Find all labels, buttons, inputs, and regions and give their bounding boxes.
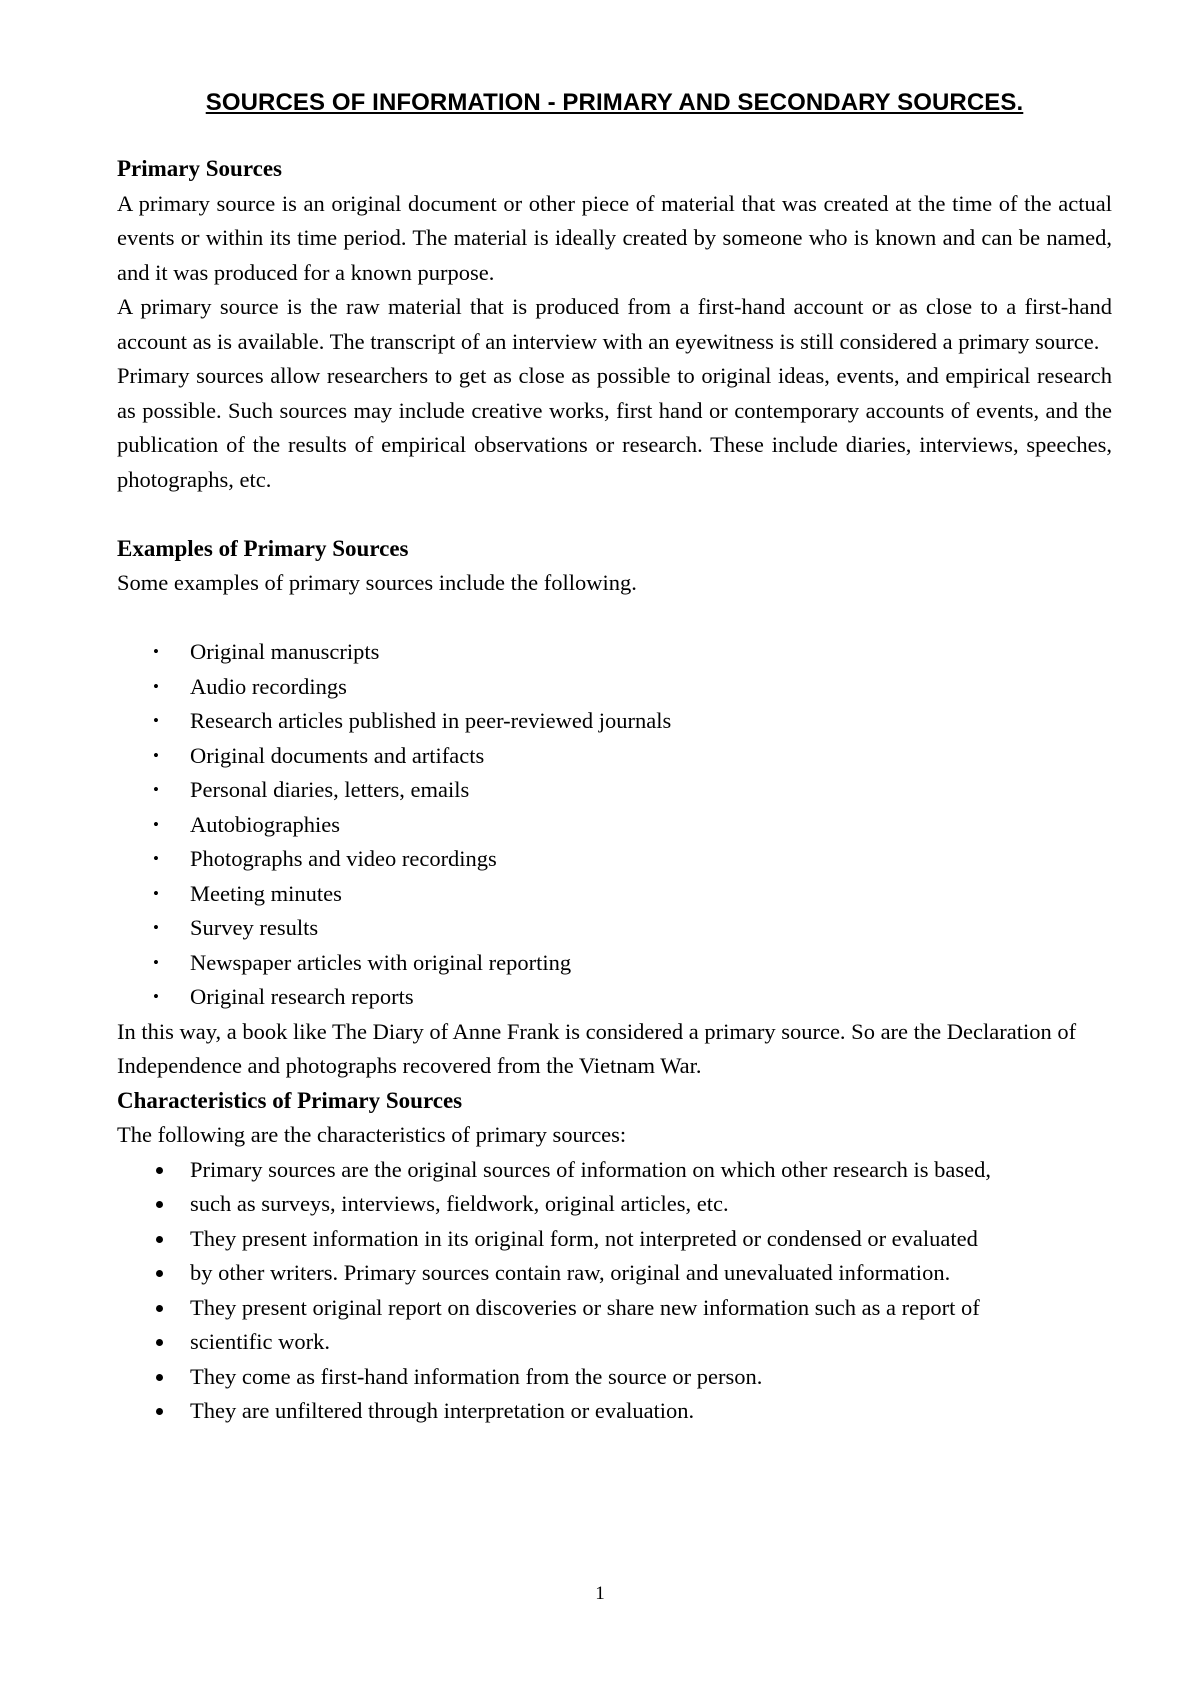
list-item: • Newspaper articles with original reporting bbox=[117, 946, 1112, 981]
page-number: 1 bbox=[595, 1583, 605, 1604]
list-item: They present information in its original form, not interpreted or condensed or evaluated bbox=[117, 1222, 1112, 1257]
list-item: • Original research reports bbox=[117, 980, 1112, 1015]
list-item: • Audio recordings bbox=[117, 670, 1112, 705]
list-item: • Photographs and video recordings bbox=[117, 842, 1112, 877]
list-item: • Meeting minutes bbox=[117, 877, 1112, 912]
list-item: • Original documents and artifacts bbox=[117, 739, 1112, 774]
list-item: • Survey results bbox=[117, 911, 1112, 946]
paragraph: Primary sources allow researchers to get as close as possible to original ideas, events, and empirical research as possible. Such sources may include creative works, first hand or contemporary accounts of events, and the publication of the results of empirical observations or research. These include diaries, interviews, speeches, photographs, etc. bbox=[117, 363, 1112, 492]
characteristics-intro: The following are the characteristics of primary sources: bbox=[117, 1122, 627, 1147]
list-item: • Autobiographies bbox=[117, 808, 1112, 843]
document-page bbox=[117, 86, 1112, 1429]
section-heading-characteristics: Characteristics of Primary Sources bbox=[117, 1087, 463, 1113]
list-item: They present original report on discoveries or share new information such as a report of bbox=[117, 1291, 1112, 1326]
paragraph: A primary source is an original document or other piece of material that was created at the time of the actual events or within its time period. The material is ideally created by someone who is known and can be named, and it was produced for a known purpose. bbox=[117, 190, 1112, 285]
characteristics-list bbox=[117, 1153, 1112, 1429]
spacer bbox=[117, 601, 1112, 636]
paragraph: A primary source is the raw material that is produced from a first-hand account or as close to a first-hand account as is available. The transcript of an interview with an eyewitness is still considered a primary source. bbox=[117, 294, 1112, 354]
section-heading-primary-sources: Primary Sources bbox=[117, 156, 283, 181]
list-item: Primary sources are the original sources of information on which other research is based, bbox=[117, 1153, 1112, 1188]
section-heading-examples: Examples of Primary Sources bbox=[117, 535, 409, 561]
examples-intro: Some examples of primary sources include the following. bbox=[117, 570, 637, 595]
list-item: They are unfiltered through interpretation or evaluation. bbox=[117, 1394, 1112, 1429]
document-title: SOURCES OF INFORMATION - PRIMARY AND SECONDARY SOURCES. bbox=[205, 89, 1024, 116]
examples-list bbox=[117, 635, 1112, 1015]
spacer bbox=[117, 497, 1112, 532]
list-item: such as surveys, interviews, fieldwork, original articles, etc. bbox=[117, 1187, 1112, 1222]
list-item: • Research articles published in peer-reviewed journals bbox=[117, 704, 1112, 739]
examples-closing-paragraph: In this way, a book like The Diary of Anne Frank is considered a primary source. So are the Declaration of Independence and photographs recovered from the Vietnam War. bbox=[117, 1018, 1077, 1078]
list-item: • Personal diaries, letters, emails bbox=[117, 773, 1112, 808]
list-item: scientific work. bbox=[117, 1325, 1112, 1360]
list-item: by other writers. Primary sources contain raw, original and unevaluated information. bbox=[117, 1256, 1112, 1291]
list-item: They come as first-hand information from the source or person. bbox=[117, 1360, 1112, 1395]
list-item: • Original manuscripts bbox=[117, 635, 1112, 670]
